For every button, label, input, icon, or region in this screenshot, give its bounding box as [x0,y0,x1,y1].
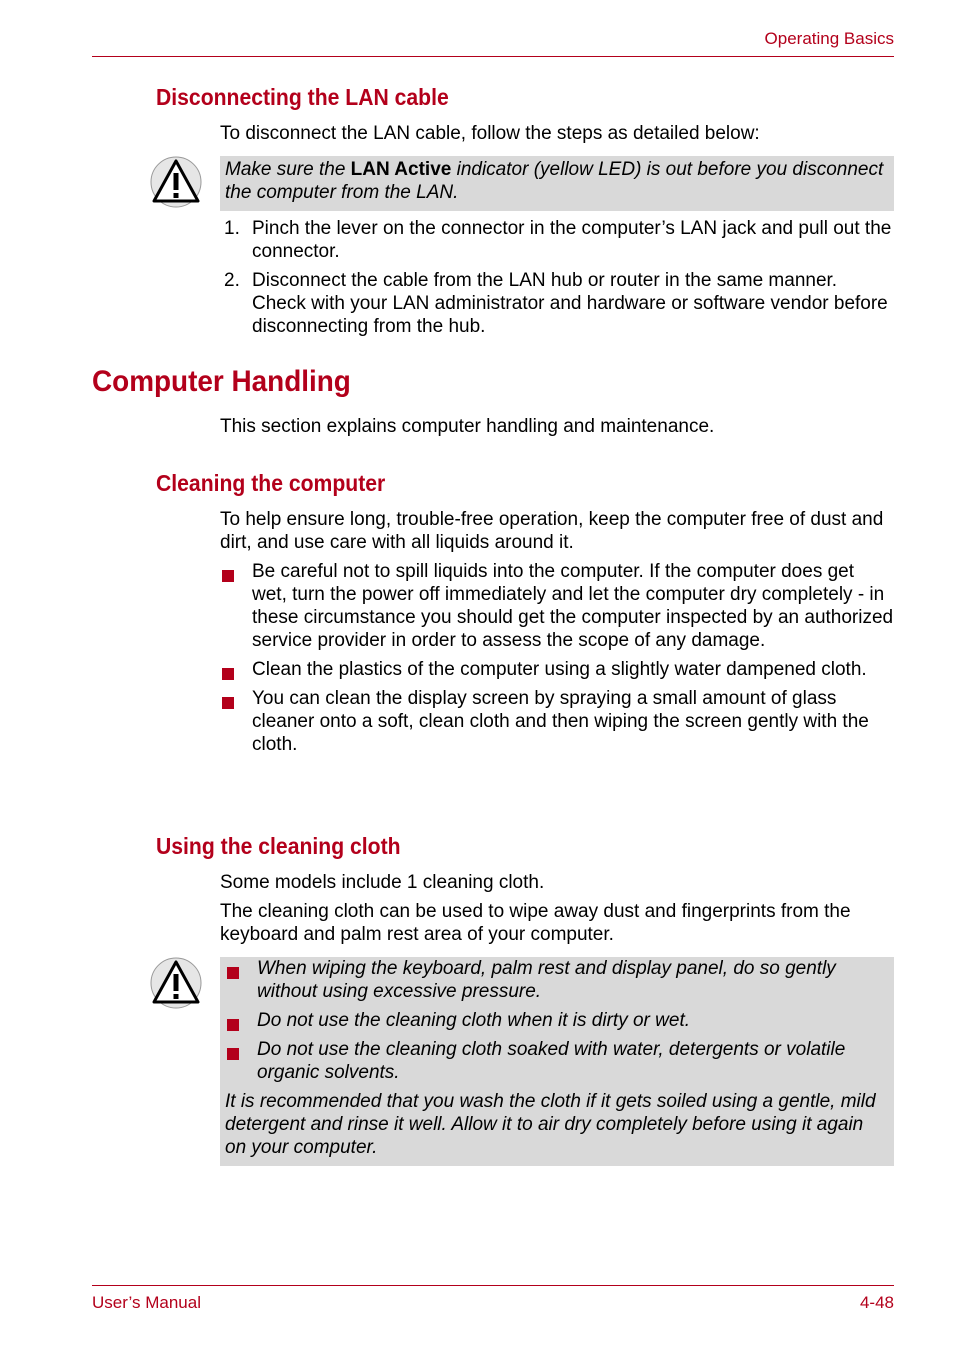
section-heading-cleaning: Cleaning the computer [156,470,386,496]
cloth-para-1: Some models include 1 cleaning cloth. [220,872,545,893]
chapter-heading: Computer Handling [92,365,351,398]
note-bullet-text: Do not use the cleaning cloth when it is dirty or wet. [257,1010,691,1031]
footer-rule [92,1285,894,1286]
page-number: 4-48 [859,1293,894,1312]
lan-caution-note [220,156,894,211]
lan-steps-list [220,217,894,338]
list-item [220,560,894,652]
caution-icon [150,957,202,1009]
note-paragraph: It is recommended that you wash the cloth if it gets soiled using a gentle, mild detergent and rinse it well. Allow it to air dry completely before using it again on your computer. [225,1091,876,1158]
bullet-text: Be careful not to spill liquids into the computer. If the computer does get wet, turn the power off immediately and let the computer dry completely - in these circumstance you should get the computer inspected by an authorized service provider in order to assess the scope of any damage. [252,561,894,651]
cleaning-intro: To help ensure long, trouble-free operation, keep the computer free of dust and dirt, and use care with all liquids around it. [220,509,884,553]
footer-title: User’s Manual [92,1293,201,1312]
list-item [225,1038,889,1084]
note-text-pre: Make sure the [225,159,351,180]
note-bullet-text: Do not use the cleaning cloth soaked with water, detergents or volatile organic solvents. [257,1039,846,1083]
step-number: 2. [224,270,240,291]
list-item [225,1009,889,1032]
bullet-square-icon [222,570,234,582]
cleaning-bullets [220,560,894,756]
cloth-para-2: The cleaning cloth can be used to wipe away dust and fingerprints from the keyboard and palm rest area of your computer. [220,901,851,945]
handling-intro: This section explains computer handling and maintenance. [220,416,715,437]
caution-icon [150,156,202,208]
list-item [220,687,894,756]
step-number: 1. [224,218,240,239]
note-text-post: indicator (yellow LED) is out before you disconnect the computer from the LAN. [225,159,884,203]
step-text: Pinch the lever on the connector in the computer’s LAN jack and pull out the connector. [252,218,892,262]
header-rule [92,56,894,57]
note-bullet-text: When wiping the keyboard, palm rest and display panel, do so gently without using excessive pressure. [257,958,836,1002]
list-item [225,957,889,1003]
bullet-square-icon [227,1048,239,1060]
bullet-text: You can clean the display screen by spraying a small amount of glass cleaner onto a soft, clean cloth and then wiping the screen gently with the cloth. [252,688,869,755]
bullet-square-icon [222,697,234,709]
bullet-square-icon [222,668,234,680]
lan-intro: To disconnect the LAN cable, follow the steps as detailed below: [220,123,760,144]
list-item [220,269,894,338]
bullet-square-icon [227,1019,239,1031]
section-heading-cloth: Using the cleaning cloth [156,833,401,859]
running-header: Operating Basics [764,29,894,48]
step-text: Disconnect the cable from the LAN hub or router in the same manner. Check with your LAN administrator and hardware or software vendor before disconnecting from the hub. [252,270,888,337]
bullet-square-icon [227,967,239,979]
section-heading-lan: Disconnecting the LAN cable [156,84,449,110]
list-item [220,658,894,681]
note-text-bold: LAN Active [350,159,452,180]
bullet-text: Clean the plastics of the computer using a slightly water dampened cloth. [252,659,867,680]
cloth-caution-note [220,957,894,1166]
list-item [220,217,894,263]
